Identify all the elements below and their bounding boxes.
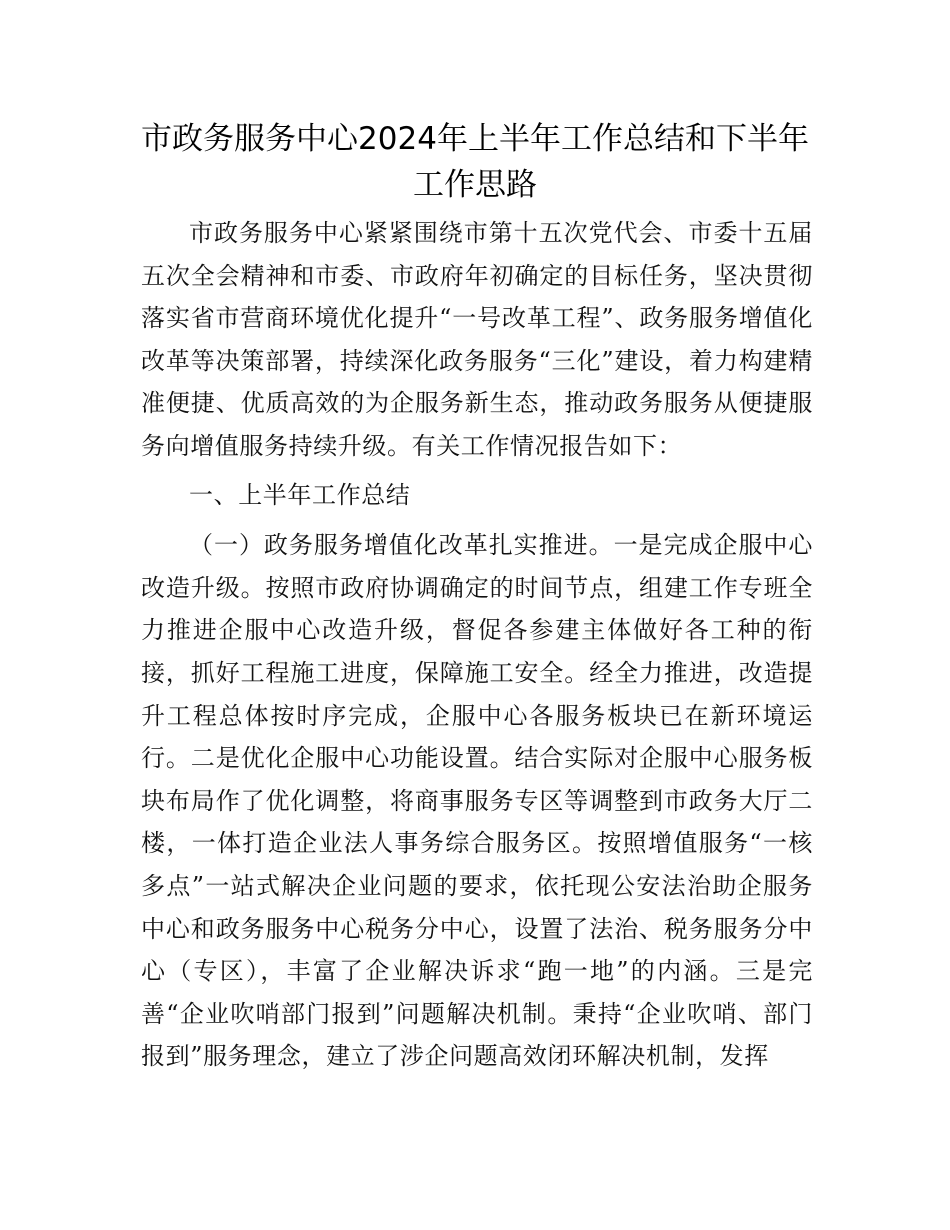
section-heading: 一、上半年工作总结: [189, 480, 411, 509]
body-paragraph: （一）政务服务增值化改革扎实推进。一是完成企服中心改造升级。按照市政府协调确定的时间节点，组建工作专班全力推进企服中心改造升级，督促各参建主体做好各工种的衔接，抓好工程施工进度，保障施工安全。经全力推进，改造提升工程总体按时序完成，企服中心各服务板块已在新环境运行。二是优化企服中心功能设置。结合实际对企服中心服务板块布局作了优化调整，将商事服务专区等调整到市政务大厅二楼，一体打造企业法人事务综合服务区。按照增值服务“一核多点”一站式解决企业问题的要求，依托现公安法治助企服务中心和政务服务中心税务分中心，设置了法治、税务服务分中心（专区），丰富了企业解决诉求“跑一地”的内涵。三是完善“企业吹哨部门报到”问题解决机制。秉持“企业吹哨、部门报到”服务理念，建立了涉企问题高效闭环解决机制，发挥: [141, 531, 813, 1071]
document-body: [141, 212, 813, 1078]
intro-paragraph: 市政务服务中心紧紧围绕市第十五次党代会、市委十五届五次全会精神和市委、市政府年初确定的目标任务，坚决贯彻落实省市营商环境优化提升“一号改革工程”、政务服务增值化改革等决策部署，持续深化政务服务“三化”建设，着力构建精准便捷、优质高效的为企服务新生态，推动政务服务从便捷服务向增值服务持续升级。有关工作情况报告如下：: [141, 219, 813, 460]
document-title: 市政务服务中心2024年上半年工作总结和下半年工作思路: [141, 121, 809, 203]
